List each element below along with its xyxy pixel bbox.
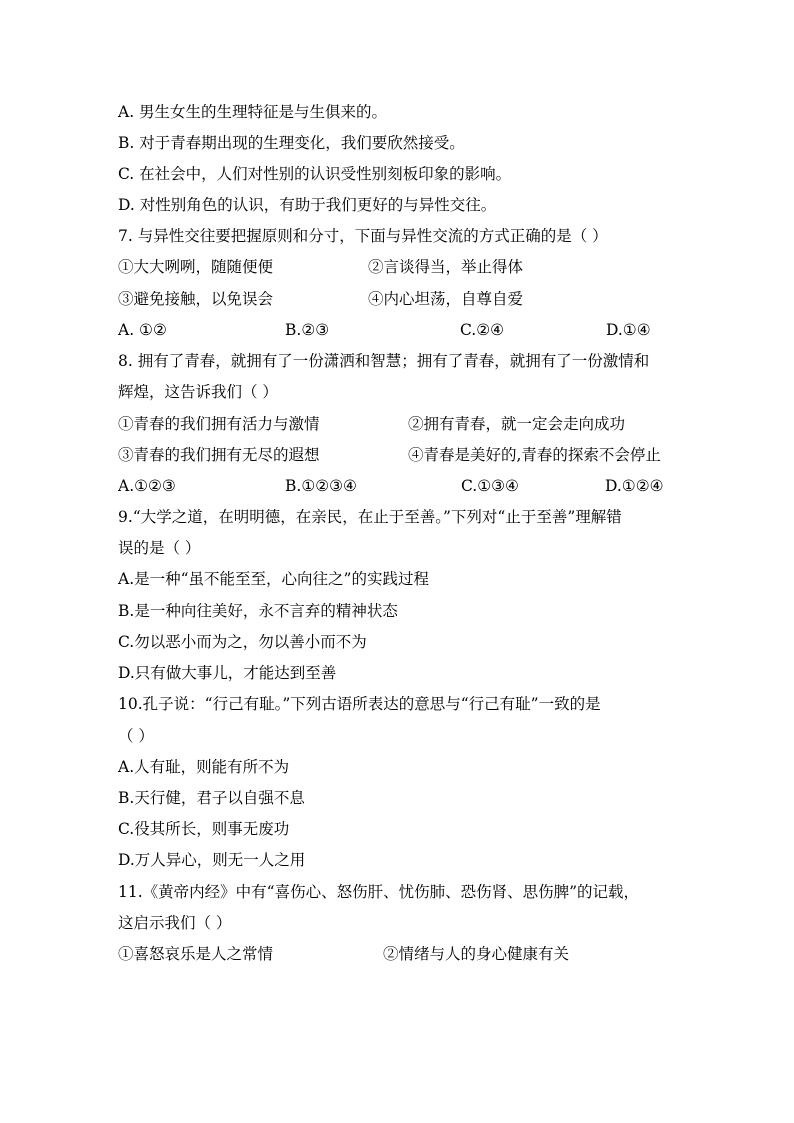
q11-stem-line2: 这启示我们（ ） [118,914,232,932]
q7-choice-d: D.①④ [606,321,651,339]
q10-option-b: B.天行健，君子以自强不息 [118,789,305,807]
q8-item-2: ②拥有青春，就一定会走向成功 [408,415,626,433]
q7-stem: 7. 与异性交往要把握原则和分寸，下面与异性交流的方式正确的是（ ） [118,227,608,245]
q8-item-4: ④青春是美好的,青春的探索不会停止 [408,446,661,464]
q7-choice-c: C.②④ [460,321,505,339]
q8-stem-line2: 辉煌，这告诉我们（ ） [118,383,278,401]
q6-option-c: C. 在社会中，人们对性别的认识受性别刻板印象的影响。 [118,165,512,183]
q8-item-1: ①青春的我们拥有活力与激情 [118,415,320,433]
q11-item-2: ②情绪与人的身心健康有关 [383,945,570,963]
q9-option-c: C.勿以恶小而为之，勿以善小而不为 [118,633,367,651]
q6-option-b: B. 对于青春期出现的生理变化，我们要欣然接受。 [118,134,465,152]
q8-choice-d: D.①②④ [605,477,664,495]
q7-item-4: ④内心坦荡，自尊自爱 [368,290,524,308]
q7-item-1: ①大大咧咧，随随便便 [118,258,274,276]
q8-choice-b: B.①②③④ [285,477,357,495]
q7-item-2: ②言谈得当，举止得体 [368,258,524,276]
q8-choice-c: C.①③④ [461,477,519,495]
q9-option-a: A.是一种“虽不能至至，心向往之”的实践过程 [118,570,429,588]
q10-option-c: C.役其所长，则事无废功 [118,820,290,838]
q7-item-3: ③避免接触，以免误会 [118,290,274,308]
q8-choice-a: A.①②③ [118,477,176,495]
q7-choice-b: B.②③ [285,321,330,339]
q9-option-d: D.只有做大事儿，才能达到至善 [118,664,337,682]
q7-choice-a: A. ①② [118,321,167,339]
q9-stem-line2: 误的是（ ） [118,539,201,557]
q10-option-a: A.人有耻，则能有所不为 [118,758,290,776]
q6-option-a: A. 男生女生的生理特征是与生俱来的。 [118,103,388,121]
q10-stem-line1: 10.孔子说：“行己有耻。”下列古语所表达的意思与“行己有耻”一致的是 [118,695,601,713]
q10-stem-line2: （ ） [118,727,154,745]
q11-item-1: ①喜怒哀乐是人之常情 [118,945,274,963]
q6-option-d: D. 对性别角色的认识，有助于我们更好的与异性交往。 [118,196,497,214]
q9-stem-line1: 9.“大学之道，在明明德，在亲民，在止于至善。”下列对“止于至善”理解错 [118,508,622,526]
q8-item-3: ③青春的我们拥有无尽的遐想 [118,446,320,464]
q8-stem-line1: 8. 拥有了青春，就拥有了一份潇洒和智慧；拥有了青春，就拥有了一份激情和 [118,352,650,370]
q9-option-b: B.是一种向往美好，永不言弃的精神状态 [118,602,398,620]
q10-option-d: D.万人异心，则无一人之用 [118,851,306,869]
q11-stem-line1: 11.《黄帝内经》中有“喜伤心、怒伤肝、忧伤肺、恐伤肾、思伤脾”的记载， [118,883,640,901]
